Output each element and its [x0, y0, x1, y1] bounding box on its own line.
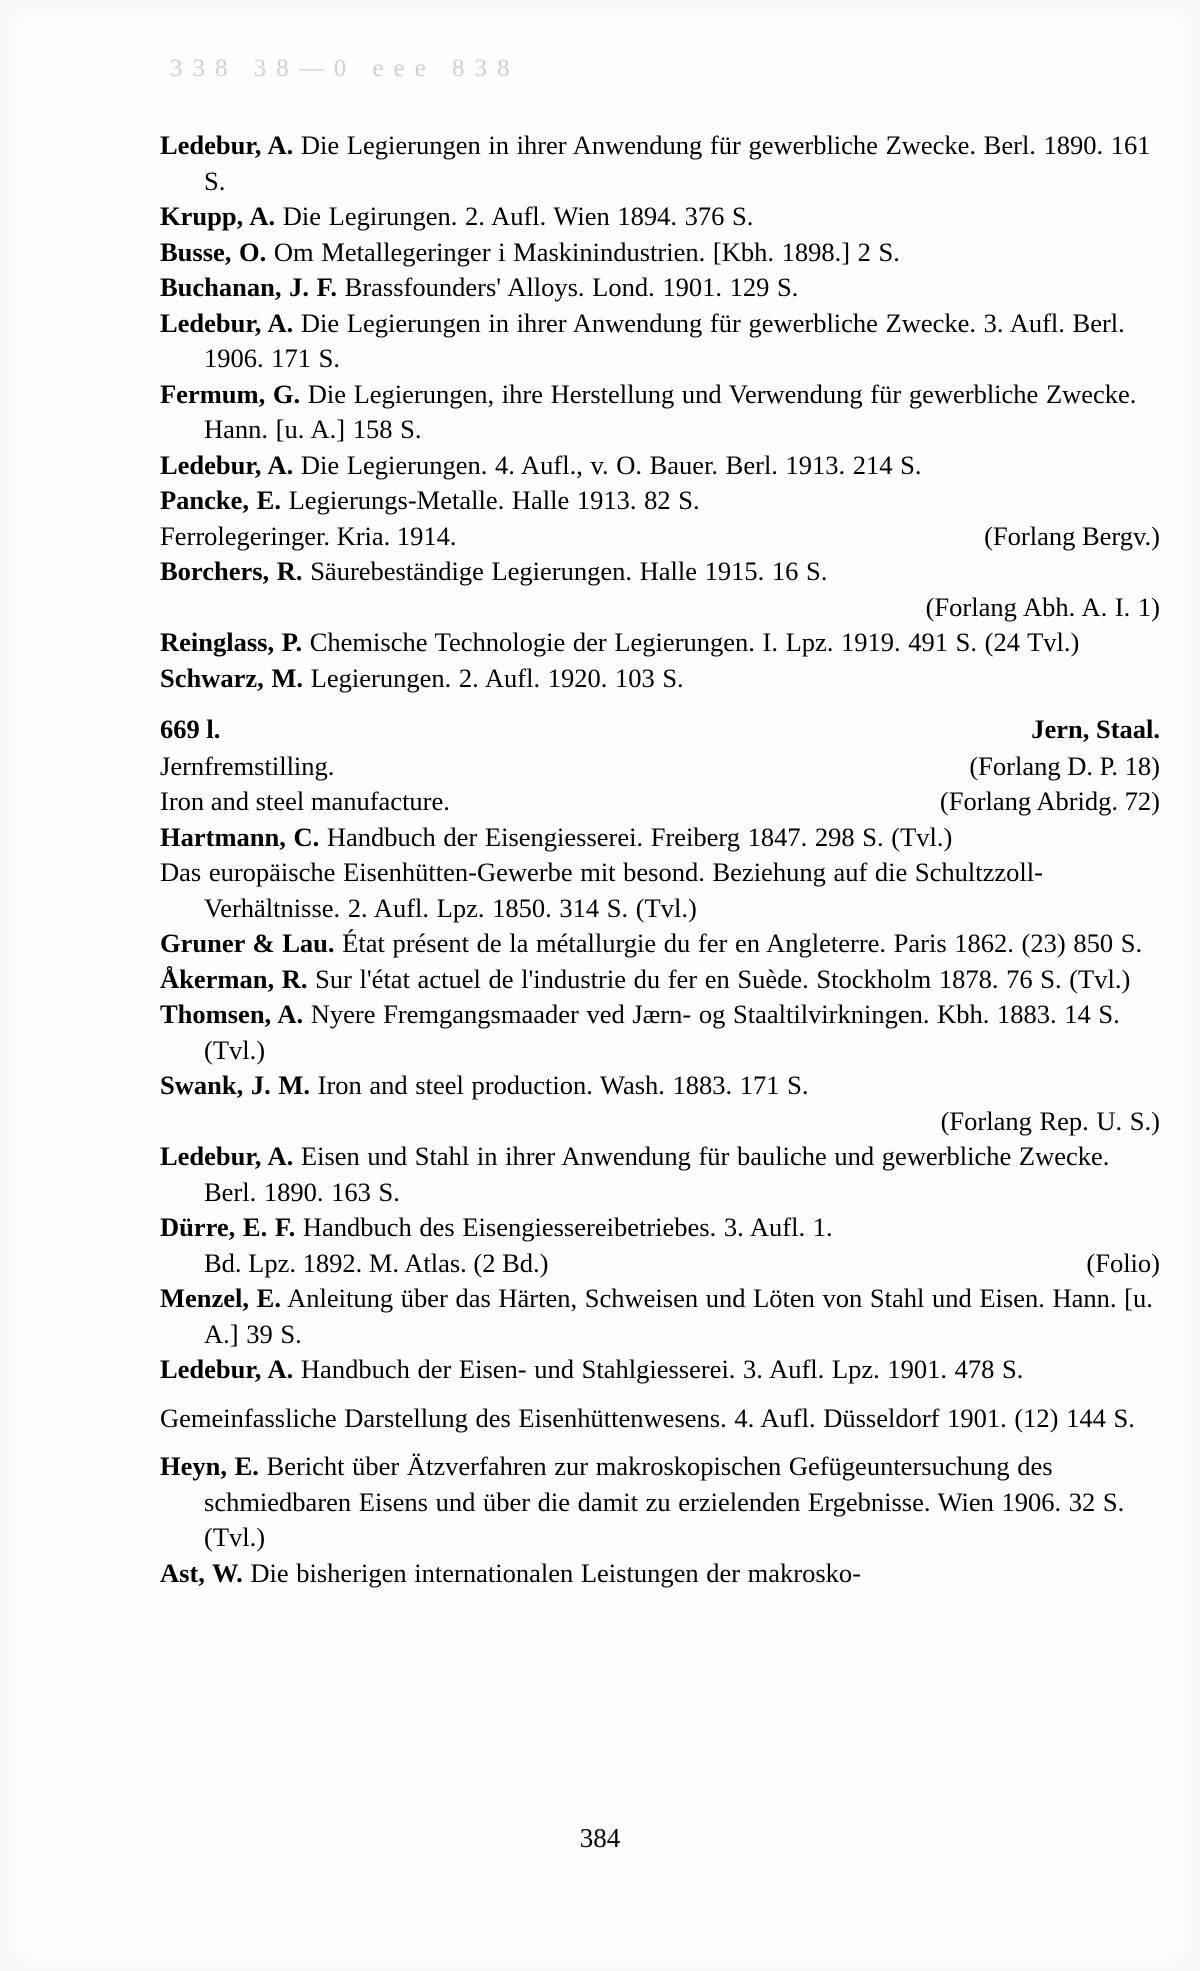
section-header — [160, 712, 1160, 748]
entry-note: (Folio) — [1086, 1247, 1160, 1278]
entry-author: Borchers, R. — [160, 556, 303, 586]
entry-text: Die Legierungen, ihre Herstellung und Verwendung für gewerbliche Zwecke. Hann. [u. A.] 158 S. — [204, 378, 1137, 444]
entry-text: Die bisherigen internationalen Leistungen der makrosko- — [250, 1557, 862, 1588]
bibliography-entry — [160, 306, 1160, 377]
bibliography-entry — [160, 1449, 1160, 1556]
entry-text: Legierungen. 2. Aufl. 1920. 103 S. — [310, 662, 684, 693]
reference-label: Jernfremstilling. — [160, 750, 335, 781]
bibliography-entry-two-column — [160, 1246, 1160, 1282]
entry-text: Bd. Lpz. 1892. M. Atlas. (2 Bd.) — [204, 1247, 549, 1278]
reference-note: (Forlang Abridg. 72) — [939, 786, 1160, 816]
bibliography-entry — [160, 625, 1160, 661]
entry-author: Åkerman, R. — [160, 963, 308, 994]
entry-note: (Forlang Bergv.) — [984, 520, 1160, 551]
entry-author: Gruner & Lau. — [160, 928, 335, 958]
entry-author: Heyn, E. — [160, 1451, 259, 1481]
entry-author: Krupp, A. — [160, 201, 276, 231]
bibliography-entry — [160, 377, 1160, 448]
entry-author: Reinglass, P. — [160, 627, 303, 657]
entry-text: Handbuch des Eisengiessereibetriebes. 3. Aufl. 1. — [302, 1212, 833, 1242]
entry-text: État présent de la métallurgie du fer en Angleterre. Paris 1862. (23) 850 S. — [342, 928, 1143, 958]
entry-text: Säurebeständige Legierungen. Halle 1915. 16 S. — [310, 556, 828, 586]
bibliography-entry — [160, 270, 1160, 306]
entry-author: Thomsen, A. — [160, 999, 304, 1029]
bibliography-entry — [160, 997, 1160, 1068]
bibliography-entry — [160, 661, 1160, 697]
entry-text: Bericht über Ätzverfahren zur makroskopischen Gefügeuntersuchung des schmiedbaren Eisens und über die damit zu erzielenden Ergebnisse. Wien 1906. 32 S. (Tvl.) — [204, 1451, 1125, 1552]
entry-text: Eisen und Stahl in ihrer Anwendung für bauliche und gewerbliche Zwecke. Berl. 1890. 163 S. — [204, 1141, 1110, 1207]
entry-author: Ledebur, A. — [160, 307, 294, 338]
ghost-running-header: 338 38—0 eee 838 — [170, 55, 520, 81]
entry-author: Ledebur, A. — [160, 1141, 294, 1171]
bibliography-entry — [160, 235, 1160, 271]
entry-note: (Forlang Rep. U. S.) — [940, 1105, 1160, 1136]
bibliography-content — [160, 128, 1160, 1591]
bibliography-entry — [160, 1401, 1160, 1437]
bibliography-entry — [160, 1556, 1160, 1592]
bibliography-entry — [160, 199, 1160, 235]
entry-text: Nyere Fremgangsmaader ved Jærn- og Staaltilvirkningen. Kbh. 1883. 14 S. (Tvl.) — [204, 999, 1120, 1065]
bibliography-entry — [160, 1068, 1160, 1104]
bibliography-entry — [160, 1352, 1160, 1388]
entry-text: Chemische Technologie der Legierungen. I. Lpz. 1919. 491 S. (24 Tvl.) — [309, 627, 1080, 657]
bibliography-entry — [160, 554, 1160, 590]
bibliography-entry — [160, 820, 1160, 856]
entry-note: (Forlang Abh. A. I. 1) — [925, 591, 1160, 622]
section-reference-row — [160, 749, 1160, 785]
bibliography-entry — [160, 1210, 1160, 1246]
entry-author: Ledebur, A. — [160, 1354, 294, 1384]
entry-text: Die Legierungen. 4. Aufl., v. O. Bauer. Berl. 1913. 214 S. — [300, 449, 922, 480]
entry-text: Handbuch der Eisen- und Stahlgiesserei. 3. Aufl. Lpz. 1901. 478 S. — [300, 1354, 1024, 1384]
entry-text: Die Legierungen in ihrer Anwendung für gewerbliche Zwecke. 3. Aufl. Berl. 1906. 171 S. — [204, 307, 1125, 373]
entry-text: Iron and steel production. Wash. 1883. 171 S. — [317, 1070, 809, 1100]
section-number: 669 l. — [160, 714, 221, 744]
bibliography-entry — [160, 1281, 1160, 1352]
entry-author: Dürre, E. F. — [160, 1212, 296, 1242]
bibliography-entry — [160, 128, 1160, 199]
bibliography-entry — [160, 962, 1160, 998]
bibliography-entry-two-column — [160, 519, 1160, 555]
entry-author: Hartmann, C. — [160, 821, 320, 852]
entry-author: Ledebur, A. — [160, 130, 294, 160]
entry-text: Die Legirungen. 2. Aufl. Wien 1894. 376 S. — [282, 201, 754, 231]
entry-author: Ast, W. — [160, 1557, 243, 1588]
entry-author: Schwarz, M. — [160, 662, 304, 693]
page-number: 384 — [579, 1823, 621, 1853]
entry-text: Gemeinfassliche Darstellung des Eisenhüttenwesens. 4. Aufl. Düsseldorf 1901. (12) 144 S. — [160, 1402, 1135, 1433]
reference-label: Iron and steel manufacture. — [160, 786, 450, 816]
bibliography-entry — [160, 448, 1160, 484]
entry-author: Pancke, E. — [160, 485, 281, 515]
bibliography-entry — [160, 483, 1160, 519]
reference-note: (Forlang D. P. 18) — [969, 750, 1160, 781]
entry-text: Brassfounders' Alloys. Lond. 1901. 129 S. — [344, 272, 799, 302]
entry-text: Handbuch der Eisengiesserei. Freiberg 1847. 298 S. (Tvl.) — [326, 821, 953, 852]
entry-text: Sur l'état actuel de l'industrie du fer en Suède. Stockholm 1878. 76 S. (Tvl.) — [315, 963, 1131, 994]
entry-text: Anleitung über das Härten, Schweisen und Löten von Stahl und Eisen. Hann. [u. A.] 39 S. — [204, 1283, 1153, 1349]
bibliography-entry — [160, 855, 1160, 926]
entry-text: Legierungs-Metalle. Halle 1913. 82 S. — [288, 485, 700, 515]
entry-text: Om Metallegeringer i Maskinindustrien. [Kbh. 1898.] 2 S. — [273, 236, 900, 267]
entry-text: Das europäische Eisenhütten-Gewerbe mit besond. Beziehung auf die Schultzzoll-Verhältnisse. 2. Aufl. Lpz. 1850. 314 S. (Tvl.) — [160, 857, 1043, 923]
bibliography-entry — [160, 1139, 1160, 1210]
entry-author: Busse, O. — [160, 236, 267, 267]
section-title: Jern, Staal. — [1031, 714, 1160, 744]
entry-author: Ledebur, A. — [160, 449, 294, 480]
entry-author: Menzel, E. — [160, 1283, 281, 1313]
entry-author: Fermum, G. — [160, 378, 301, 409]
entry-text: Ferrolegeringer. Kria. 1914. — [160, 520, 457, 551]
entry-text: Die Legierungen in ihrer Anwendung für gewerbliche Zwecke. Berl. 1890. 161 S. — [204, 130, 1151, 196]
entry-author: Buchanan, J. F. — [160, 272, 338, 302]
entry-author: Swank, J. M. — [160, 1070, 310, 1100]
bibliography-entry — [160, 926, 1160, 962]
section-reference-row — [160, 784, 1160, 820]
